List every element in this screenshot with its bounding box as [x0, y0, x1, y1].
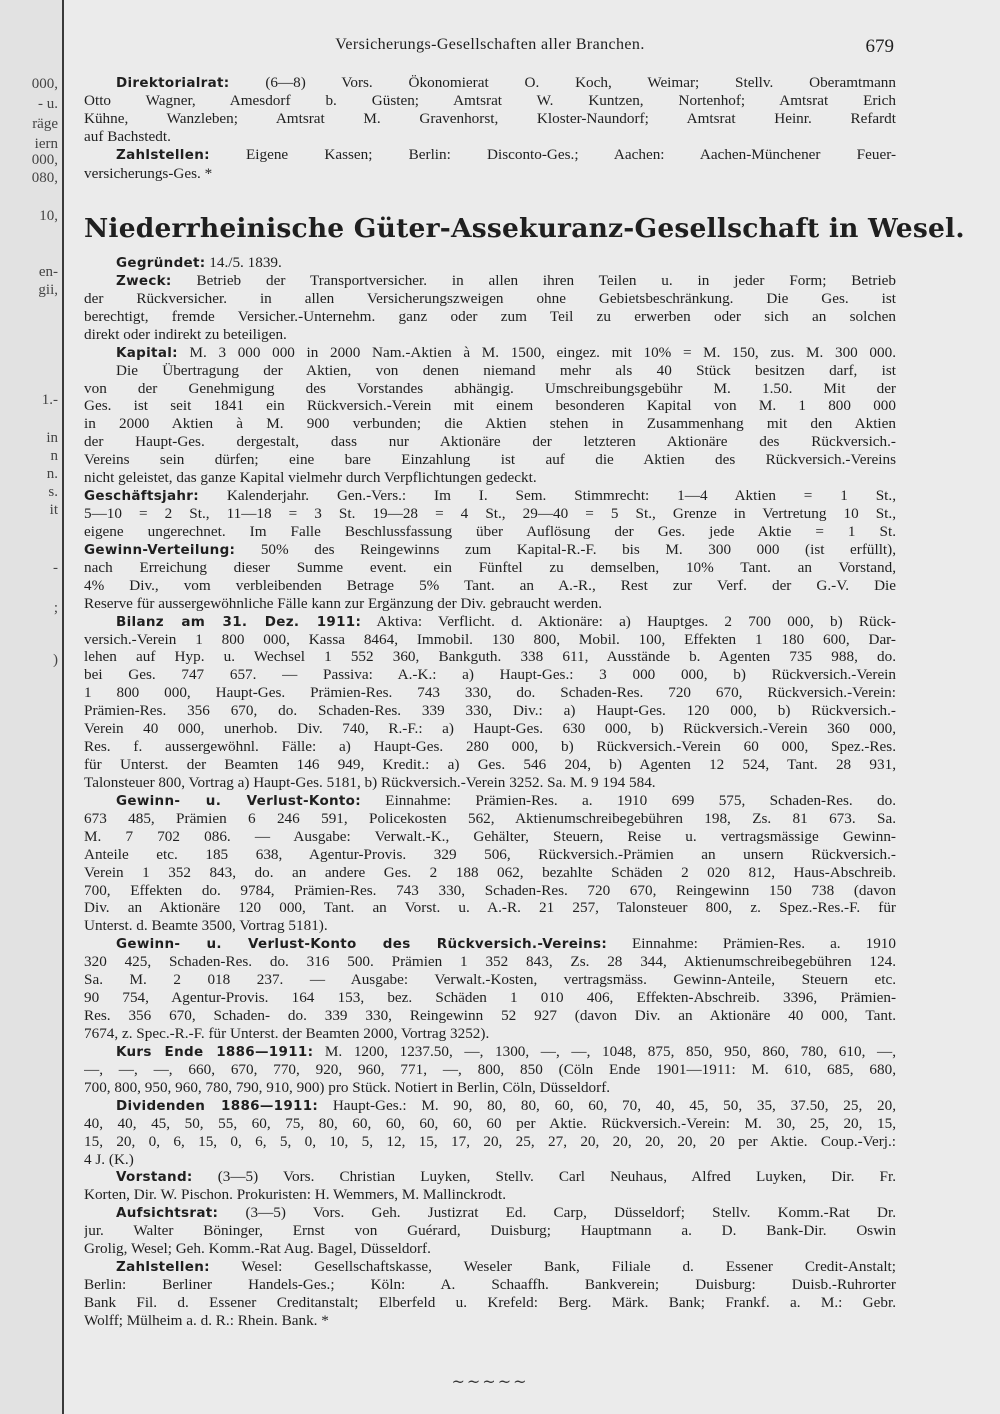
margin-fragment: it [49, 502, 58, 518]
text-line: Otto Wagner, Amesdorf b. Güsten; Amtsrat W. Kuntzen, Nortenhof; Amtsrat Erich [84, 92, 896, 110]
margin-fragment: 10, [39, 208, 58, 224]
text-line: 90 754, Agentur-Provis. 164 153, bez. Schäden 1 010 406, Effekten-Abschreib. 3396, Prämien- [84, 989, 896, 1007]
text-line: Wolff; Mülheim a. d. R.: Rhein. Bank. * [84, 1311, 329, 1329]
text-line: Zweck: Betrieb der Transportversicher. in allen ihren Teilen u. in jeder Form; Betrieb [116, 271, 896, 289]
text-line: 7674, z. Spec.-R.-F. für Unterst. der Beamten 2000, Vortrag 3252). [84, 1024, 490, 1042]
text-line: M. 7 702 086. — Ausgabe: Verwalt.-K., Gehälter, Steuern, Reise u. vertragsmässige Gewinn- [84, 827, 896, 845]
running-header [84, 36, 896, 60]
text-line: Dividenden 1886—1911: Haupt-Ges.: M. 90, 80, 80, 60, 60, 70, 40, 45, 50, 35, 37.50, 25, 20, [116, 1096, 896, 1114]
margin-fragment: n [50, 448, 58, 464]
margin-fragment: 1.- [41, 392, 58, 408]
text-line: Geschäftsjahr: Kalenderjahr. Gen.-Vers.: Im I. Sem. Stimmrecht: 1—4 Aktien = 1 St., [84, 487, 896, 505]
margin-fragment: ) [53, 652, 58, 668]
text-line: Berlin: Berliner Handels-Ges.; Köln: A. Schaaffh. Bankverein; Duisburg: Duisb.-Ruhrorter [84, 1276, 896, 1293]
margin-fragment: s. [48, 484, 58, 500]
text-line: Zahlstellen: Eigene Kassen; Berlin: Disconto-Ges.; Aachen: Aachen-Münchener Feuer- [116, 146, 896, 164]
text-line: versich.-Verein 1 800 000, Kassa 8464, Immobil. 130 800, Mobil. 100, Effekten 1 180 600, Dar- [84, 630, 896, 648]
text-line: der Haupt-Ges. dergestalt, dass nur Aktionäre der letzteren Aktionäre des Rückversich.- [84, 433, 896, 451]
text-line: Korten, Dir. W. Pischon. Prokuristen: H. Wemmers, M. Mallinckrodt. [84, 1186, 507, 1204]
text-line: Talonsteuer 800, Vortrag a) Haupt-Ges. 5181, b) Rückversich.-Verein 3252. Sa. M. 9 194 584. [84, 773, 656, 791]
text-line: nach Erreichung dieser Summe event. ein Fünftel zu demselben, 10% Tant. an Vorstand, [84, 558, 896, 576]
margin-fragment: 080, [31, 170, 58, 186]
text-line: Zahlstellen: Wesel: Gesellschaftskasse, Weseler Bank, Filiale d. Essener Credit-Anstalt; [116, 1258, 896, 1276]
margin-fragment: ; [53, 600, 58, 616]
text-line: Die Übertragung der Aktien, von denen niemand mehr als 40 Stück besitzen darf, ist [116, 361, 896, 379]
margin-fragment: gii, [38, 282, 58, 298]
margin-fragment: - [53, 560, 58, 576]
text-line: eigene ungerechnet. Im Falle Beschlussfassung über Auflösung der Ges. jede Aktie = 1 St. [84, 522, 896, 540]
text-line: Verein 1 352 843, do. an andere Ges. 2 188 062, bezahlte Schäden 2 020 812, Haus-Abschreib. [84, 863, 896, 881]
text-line: Vorstand: (3—5) Vors. Christian Luyken, Stellv. Carl Neuhaus, Alfred Luyken, Dir. Fr. [116, 1168, 896, 1186]
text-line: berechtigt, fremde Versicher.-Unternehm. ganz oder zum Teil zu erwerben oder sich an solchen [84, 307, 896, 325]
text-line: Bilanz am 31. Dez. 1911: Aktiva: Verflicht. d. Aktionäre: a) Hauptges. 2 700 000, b) Rück- [116, 612, 896, 630]
text-line: Gegründet: 14./5. 1839. [116, 254, 282, 271]
text-line: Gewinn- u. Verlust-Konto: Einnahme: Prämien-Res. a. 1910 699 575, Schaden-Res. do. [116, 791, 896, 809]
margin-fragment: räge [32, 116, 58, 132]
margin-fragment: n. [46, 466, 58, 482]
page-number: 679 [865, 36, 894, 57]
left-margin-strip [0, 0, 64, 1414]
text-line: von der Genehmigung des Vorstandes abhängig. Umschreibungsgebühr M. 1.50. Mit der [84, 379, 896, 397]
text-line: Direktorialrat: (6—8) Vors. Ökonomierat O. Koch, Weimar; Stellv. Oberamtmann [116, 74, 896, 91]
text-line: Unterst. d. Beamte 3500, Vortrag 5181). [84, 917, 328, 935]
margin-fragment: iern [34, 136, 58, 152]
text-line: jur. Walter Böninger, Ernst von Guérard, Duisburg; Hauptmann a. D. Bank-Dir. Oswin [84, 1222, 896, 1240]
text-line: 5—10 = 2 St., 11—18 = 3 St. 19—28 = 4 St., 29—40 = 5 St., Grenze in Vertretung 10 St., [84, 505, 896, 523]
text-line: bei Ges. 747 657. — Passiva: A.-K.: a) Haupt-Ges.: 3 000 000, b) Rückversich.-Verein [84, 666, 896, 684]
text-line: Vereins sein dürfen; eine bare Einzahlung ist auf die Aktien des Rückversich.-Vereins [84, 451, 896, 469]
text-line: 673 485, Prämien 6 246 591, Policekosten 562, Aktienumschreibegebühren 198, Zs. 81 673. Sa. [84, 809, 896, 827]
text-line: Prämien-Res. 356 670, do. Schaden-Res. 339 330, Div.: a) Haupt-Ges. 120 000, b) Rückversich.- [84, 702, 896, 720]
text-line: 4% Div., vom verbleibenden Betrage 5% Tant. an A.-R., Rest zur Verf. der G.-V. Die [84, 576, 896, 594]
text-line: Reserve für aussergewöhnliche Fälle kann zur Ergänzung der Div. gebraucht werden. [84, 594, 603, 612]
margin-fragment: in [46, 430, 58, 446]
text-line: für Unterst. der Beamten 146 949, Kredit.: a) Ges. 546 204, b) Agenten 12 524, Tant. 28 931, [84, 756, 896, 774]
end-ornament: ~~~~~ [451, 1372, 529, 1391]
text-line: 700, Effekten do. 9784, Prämien-Res. 743 330, Schaden-Res. 720 670, Reingewinn 150 738 (davon [84, 881, 896, 899]
text-line: Sa. M. 2 018 237. — Ausgabe: Verwalt.-Kosten, vertragsmäss. Gewinn-Anteile, Steuern etc. [84, 971, 896, 989]
running-header-title: Versicherungs-Gesellschaften aller Branchen. [335, 36, 645, 53]
text-line: Div. an Aktionäre 120 000, Tant. an Vorst. u. A.-R. 21 257, Talonsteuer 800, z. Spez.-Res.-F. für [84, 899, 896, 917]
text-line: 40, 40, 45, 50, 55, 60, 75, 80, 60, 60, 60, 60, 60 per Aktie. Rückversich.-Verein: M. 30, 25, 20, 15, [84, 1114, 896, 1132]
text-line: in 2000 Aktien à M. 900 verbunden; die Aktien stehen in Zusammenhang mit den Aktien [84, 415, 896, 433]
text-line: Bank Fil. d. Essener Creditanstalt; Elberfeld u. Krefeld: Berg. Märk. Bank; Frankf. a. M.: Gebr. [84, 1293, 896, 1311]
margin-fragment: 000, [31, 76, 58, 92]
text-line: versicherungs-Ges. * [84, 164, 213, 182]
margin-fragment: - u. [38, 96, 58, 112]
text-line: Verein 40 000, unerhob. Div. 740, R.-F.: a) Haupt-Ges. 630 000, b) Rückversich.-Verein 360 000, [84, 720, 896, 738]
text-line: Kurs Ende 1886—1911: M. 1200, 1237.50, —, 1300, —, —, 1048, 875, 850, 950, 860, 780, 610, —, [116, 1042, 896, 1060]
text-line: der Rückversicher. in allen Versicherungszweigen ohne Gebietsbeschränkung. Die Ges. ist [84, 289, 896, 307]
text-line: —, —, —, 660, 670, 770, 920, 960, 771, —, 800, 850 (Cöln Ende 1901—1911: M. 610, 685, 680, [84, 1060, 896, 1078]
text-line: Ges. ist seit 1841 ein Rückversich.-Verein mit einem besonderen Kapital von M. 1 800 000 [84, 397, 896, 415]
text-line: Kühne, Wanzleben; Amtsrat M. Gravenhorst, Kloster-Naundorf; Amtsrat Heinr. Refardt [84, 110, 896, 128]
margin-fragment: en- [38, 264, 58, 280]
text-line: Aufsichtsrat: (3—5) Vors. Geh. Justizrat Ed. Carp, Düsseldorf; Stellv. Komm.-Rat Dr. [116, 1204, 896, 1222]
margin-fragment: 000, [31, 152, 58, 168]
text-line: Anteile etc. 185 638, Agentur-Provis. 329 506, Rückversich.-Prämien an unsern Rückversich.- [84, 845, 896, 863]
text-line: 700, 800, 950, 960, 780, 790, 910, 900) pro Stück. Notiert in Berlin, Cöln, Düsseldorf. [84, 1078, 611, 1096]
text-line: Gewinn- u. Verlust-Konto des Rückversich.-Vereins: Einnahme: Prämien-Res. a. 1910 [116, 935, 896, 953]
text-line: 15, 20, 0, 6, 15, 0, 6, 5, 0, 10, 5, 12, 15, 17, 20, 25, 27, 20, 20, 20, 20, 20 per Aktie. Coup.-Verj.: [84, 1132, 896, 1150]
text-line: lehen auf Hyp. u. Wechsel 1 552 360, Bankguth. 338 611, Ausstände b. Agenten 735 988, do. [84, 648, 896, 666]
text-line: Res. 356 670, Schaden- do. 339 330, Reingewinn 52 927 (davon Div. an Aktionäre 40 000, Tant. [84, 1007, 896, 1025]
text-line: 1 800 000, Haupt-Ges. Prämien-Res. 743 330, do. Schaden-Res. 720 670, Rückversich.-Verein: [84, 684, 896, 702]
text-line: 320 425, Schaden-Res. do. 316 500. Prämien 1 352 843, Zs. 28 344, Aktienumschreibegebühren 124. [84, 953, 896, 971]
text-line: direkt oder indirekt zu beteiligen. [84, 325, 287, 343]
text-line: nicht geleistet, das ganze Kapital vielmehr durch Verpflichtungen gedeckt. [84, 469, 537, 487]
text-line: Kapital: M. 3 000 000 in 2000 Nam.-Aktien à M. 1500, eingez. mit 10% = M. 150, zus. M. 300 000. [116, 343, 896, 361]
company-heading: Niederrheinische Güter-Assekuranz-Gesellschaft in Wesel. [84, 213, 965, 244]
text-line: Res. f. aussergewöhnl. Fälle: a) Haupt-Ges. 280 000, b) Rückversich.-Verein 60 000, Spez.-Res. [84, 738, 896, 756]
text-line: Grolig, Wesel; Geh. Komm.-Rat Aug. Bagel, Düsseldorf. [84, 1240, 431, 1258]
text-line: 4 J. (K.) [84, 1150, 134, 1168]
text-line: Gewinn-Verteilung: 50% des Reingewinns zum Kapital-R.-F. bis M. 300 000 (ist erfüllt), [84, 540, 896, 558]
text-line: auf Bachstedt. [84, 128, 171, 146]
